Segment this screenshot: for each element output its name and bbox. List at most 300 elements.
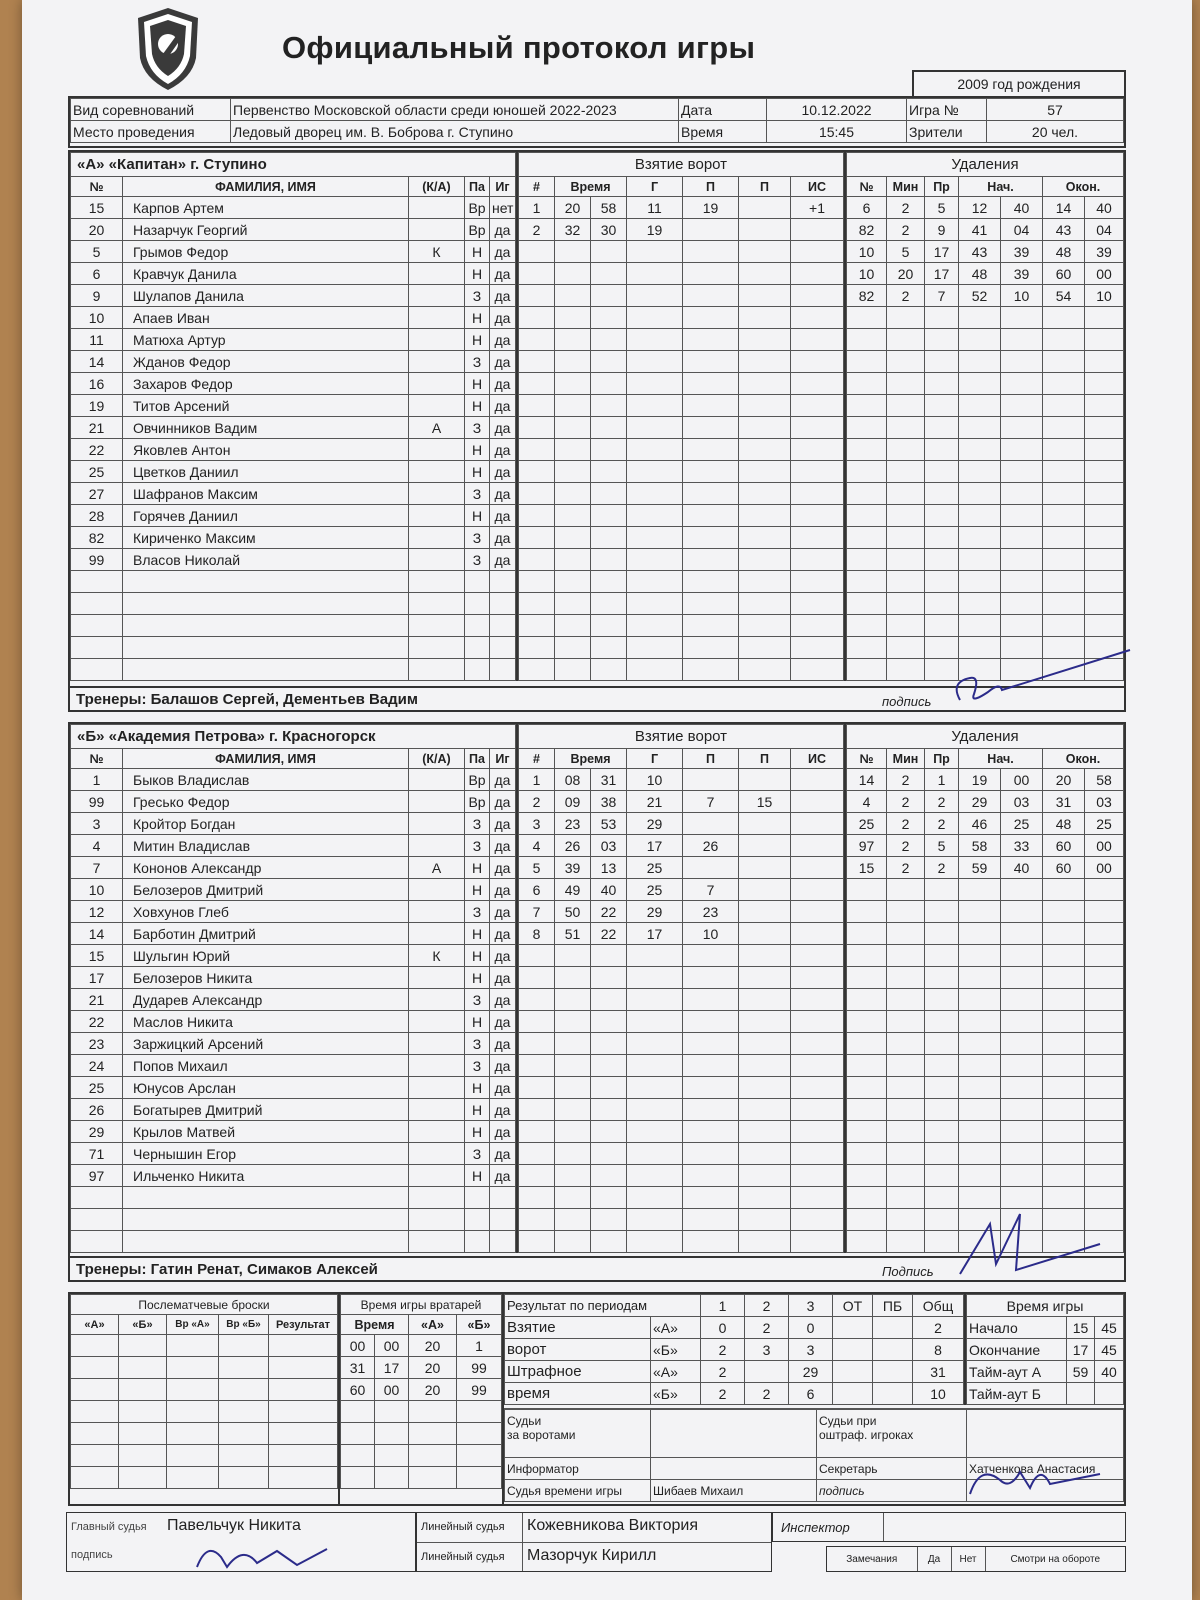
goal-scorer: [627, 263, 683, 285]
goal-assist-2: [739, 813, 791, 835]
col-goal-time: Время: [555, 177, 627, 197]
game-end-mm: 45: [1095, 1339, 1124, 1361]
penalty-minutes: 2: [887, 197, 925, 219]
goal-row: [519, 395, 844, 417]
goal-number: 5: [519, 857, 555, 879]
player-position: Н: [465, 307, 490, 329]
pim-a-p3: 29: [789, 1361, 833, 1383]
penalty-start-min: [959, 1033, 1001, 1055]
penalty-start-min: [959, 901, 1001, 923]
penalty-reason: [925, 461, 959, 483]
head-ref-name: Павельчук Никита: [167, 1517, 301, 1534]
goal-second: [591, 1231, 627, 1253]
penalty-reason: [925, 1033, 959, 1055]
goal-assist-1: [683, 967, 739, 989]
goal-assist-1: [683, 1033, 739, 1055]
goal-situation: [791, 769, 844, 791]
goal-situation: [791, 373, 844, 395]
goal-scorer: 19: [627, 219, 683, 241]
penalty-end-min: [1043, 461, 1085, 483]
player-played: да: [490, 945, 516, 967]
penalty-player: [847, 395, 887, 417]
goal-second: [591, 1143, 627, 1165]
player-role: [409, 637, 465, 659]
goal-row: [519, 1121, 844, 1143]
player-position: З: [465, 835, 490, 857]
col-ka: (К/А): [409, 177, 465, 197]
penalty-player: [847, 483, 887, 505]
penalty-row: [847, 989, 1124, 1011]
team-b-roster: [70, 724, 516, 1253]
goal-number: [519, 659, 555, 681]
goal-number: [519, 1055, 555, 1077]
goal-minute: [555, 351, 591, 373]
goal-row: [519, 1209, 844, 1231]
goal-second: [591, 285, 627, 307]
goal-scorer: [627, 527, 683, 549]
penalty-end-min: [1043, 395, 1085, 417]
goal-assist-2: [739, 659, 791, 681]
goal-scorer: [627, 659, 683, 681]
roster-row: [71, 1121, 516, 1143]
game-label: Игра №: [907, 99, 987, 121]
team-b-penalties: [844, 724, 1124, 1253]
goal-situation: [791, 1187, 844, 1209]
penalty-player: [847, 1209, 887, 1231]
player-position: З: [465, 417, 490, 439]
goal-scorer: [627, 945, 683, 967]
goal-assist-1: [683, 989, 739, 1011]
team-b-penalties-title: Удаления: [847, 725, 1124, 749]
remarks-label: Замечания: [827, 1547, 917, 1571]
goal-situation: [791, 857, 844, 879]
penalty-player: [847, 571, 887, 593]
penalty-start-sec: 40: [1001, 857, 1043, 879]
player-number: 22: [71, 439, 123, 461]
goal-number: [519, 1077, 555, 1099]
player-role: [409, 219, 465, 241]
goal-scorer: 29: [627, 813, 683, 835]
date-label: Дата: [679, 99, 767, 121]
goal-scorer: 11: [627, 197, 683, 219]
roster-row: [71, 1077, 516, 1099]
goal-second: [591, 967, 627, 989]
roster-row: [71, 1143, 516, 1165]
shootout-title: Послематчевые броски: [71, 1295, 338, 1315]
linesman-1-label: Линейный судья: [421, 1521, 505, 1533]
penalty-reason: [925, 1055, 959, 1077]
goals-team-b-tag: «Б»: [651, 1339, 701, 1361]
penalty-end-min: [1043, 1077, 1085, 1099]
goal-scorer: [627, 1055, 683, 1077]
penalty-end-sec: [1085, 1121, 1124, 1143]
penalty-start-min: [959, 417, 1001, 439]
penalty-minutes: [887, 637, 925, 659]
penalty-end-sec: [1085, 373, 1124, 395]
penalty-player: [847, 1143, 887, 1165]
goal-minute: 08: [555, 769, 591, 791]
goal-assist-2: [739, 1231, 791, 1253]
goal-scorer: [627, 1143, 683, 1165]
goal-assist-2: [739, 549, 791, 571]
penalty-end-min: [1043, 505, 1085, 527]
goal-row: [519, 373, 844, 395]
penalty-minutes: 5: [887, 241, 925, 263]
penalty-reason: [925, 351, 959, 373]
goal-minute: [555, 1077, 591, 1099]
goal-scorer: [627, 637, 683, 659]
team-a-goals-title: Взятие ворот: [519, 153, 844, 177]
player-role: [409, 1055, 465, 1077]
player-name: Барботин Дмитрий: [123, 923, 409, 945]
roster-row: [71, 395, 516, 417]
player-played: [490, 571, 516, 593]
player-position: Вр: [465, 791, 490, 813]
col-goal-num: #: [519, 749, 555, 769]
goal-minute: [555, 329, 591, 351]
penalty-reason: 2: [925, 857, 959, 879]
goal-row: [519, 989, 844, 1011]
goal-number: [519, 1121, 555, 1143]
goal-second: [591, 1077, 627, 1099]
penalty-start-min: [959, 1165, 1001, 1187]
goal-assist-1: 10: [683, 923, 739, 945]
goal-situation: [791, 263, 844, 285]
goal-situation: [791, 659, 844, 681]
player-number: 16: [71, 373, 123, 395]
goal-second: [591, 1165, 627, 1187]
goal-minute: [555, 483, 591, 505]
player-number: 21: [71, 417, 123, 439]
col-goal-scorer: Г: [627, 749, 683, 769]
col-name: ФАМИЛИЯ, ИМЯ: [123, 177, 409, 197]
penalty-row: [847, 285, 1124, 307]
goal-second: 38: [591, 791, 627, 813]
player-number: 22: [71, 1011, 123, 1033]
officials-signature-label: подпись: [817, 1480, 967, 1502]
penalty-player: 97: [847, 835, 887, 857]
goal-scorer: [627, 395, 683, 417]
remarks-yes: Да: [917, 1547, 951, 1571]
goal-scorer: [627, 593, 683, 615]
roster-row: [71, 967, 516, 989]
penalty-start-sec: 00: [1001, 769, 1043, 791]
penalty-start-min: 58: [959, 835, 1001, 857]
goal-minute: [555, 373, 591, 395]
player-number: 28: [71, 505, 123, 527]
player-played: да: [490, 1055, 516, 1077]
goals-label-2: ворот: [505, 1339, 651, 1361]
col-pen-reason: Пр: [925, 177, 959, 197]
player-position: Н: [465, 505, 490, 527]
penalty-end-sec: [1085, 1011, 1124, 1033]
penalty-end-sec: 00: [1085, 857, 1124, 879]
penalty-reason: [925, 879, 959, 901]
player-number: 97: [71, 1165, 123, 1187]
goal-second: [591, 1055, 627, 1077]
penalty-start-min: [959, 1055, 1001, 1077]
penalty-end-min: [1043, 989, 1085, 1011]
player-role: [409, 989, 465, 1011]
penalty-minutes: [887, 1055, 925, 1077]
goal-second: [591, 483, 627, 505]
player-number: 99: [71, 791, 123, 813]
goal-assist-1: [683, 373, 739, 395]
player-name: Дударев Александр: [123, 989, 409, 1011]
goal-row: [519, 241, 844, 263]
col-situation: ИС: [791, 749, 844, 769]
gk-second: 00: [375, 1335, 409, 1357]
player-played: [490, 1209, 516, 1231]
player-role: [409, 835, 465, 857]
goal-scorer: 25: [627, 857, 683, 879]
goal-minute: [555, 615, 591, 637]
timeout-b-mm: [1067, 1383, 1095, 1405]
player-name: [123, 1231, 409, 1253]
goal-minute: [555, 527, 591, 549]
goal-number: [519, 505, 555, 527]
goal-assist-1: [683, 615, 739, 637]
goal-second: [591, 307, 627, 329]
goal-number: [519, 1011, 555, 1033]
goal-assist-2: [739, 241, 791, 263]
goal-number: [519, 593, 555, 615]
col-goal-scorer: Г: [627, 177, 683, 197]
player-position: Н: [465, 241, 490, 263]
penalty-end-sec: [1085, 967, 1124, 989]
goal-number: [519, 967, 555, 989]
head-ref-label: Главный судья: [71, 1521, 147, 1533]
goals-b-ot: [833, 1339, 873, 1361]
penalty-reason: 5: [925, 197, 959, 219]
goal-scorer: [627, 1209, 683, 1231]
goal-row: [519, 615, 844, 637]
penalty-end-sec: [1085, 1055, 1124, 1077]
player-name: Гресько Федор: [123, 791, 409, 813]
player-number: 1: [71, 769, 123, 791]
remarks-see-back: Смотри на обороте: [1010, 1553, 1101, 1565]
penalty-end-min: [1043, 439, 1085, 461]
penalty-minutes: [887, 1077, 925, 1099]
goal-second: 40: [591, 879, 627, 901]
player-role: [409, 769, 465, 791]
goal-minute: 23: [555, 813, 591, 835]
goal-scorer: [627, 439, 683, 461]
goals-b-p3: 3: [789, 1339, 833, 1361]
pim-team-b-tag: «Б»: [651, 1383, 701, 1405]
goal-situation: [791, 219, 844, 241]
goal-minute: [555, 989, 591, 1011]
player-position: З: [465, 901, 490, 923]
penalty-player: [847, 1231, 887, 1253]
goal-assist-2: [739, 527, 791, 549]
penalty-start-sec: [1001, 417, 1043, 439]
player-number: 17: [71, 967, 123, 989]
linesman-2-label: Линейный судья: [421, 1551, 505, 1563]
penalty-start-sec: [1001, 615, 1043, 637]
pim-b-so: [873, 1383, 913, 1405]
goal-situation: [791, 461, 844, 483]
goal-number: [519, 373, 555, 395]
roster-row: [71, 329, 516, 351]
goal-minute: [555, 307, 591, 329]
player-position: Н: [465, 263, 490, 285]
spectators-label: Зрители: [907, 121, 987, 143]
penalty-player: [847, 967, 887, 989]
goal-number: 6: [519, 879, 555, 901]
goal-minute: [555, 1165, 591, 1187]
penalty-end-min: [1043, 1011, 1085, 1033]
team-a-block: [68, 150, 1126, 712]
col-pen-min: Мин: [887, 177, 925, 197]
player-position: Н: [465, 439, 490, 461]
goal-minute: [555, 1209, 591, 1231]
goal-situation: [791, 1099, 844, 1121]
player-position: Вр: [465, 219, 490, 241]
player-role: [409, 813, 465, 835]
team-a-name: «А» «Капитан» г. Ступино: [71, 153, 516, 177]
goal-number: [519, 439, 555, 461]
penalty-start-min: [959, 1077, 1001, 1099]
penalty-end-min: [1043, 549, 1085, 571]
player-number: [71, 659, 123, 681]
goal-second: [591, 351, 627, 373]
penalty-start-min: [959, 879, 1001, 901]
penalty-end-sec: [1085, 549, 1124, 571]
penalty-player: [847, 1055, 887, 1077]
player-role: [409, 351, 465, 373]
goal-situation: [791, 1121, 844, 1143]
goal-situation: [791, 571, 844, 593]
penalty-start-sec: [1001, 945, 1043, 967]
penalty-minutes: [887, 879, 925, 901]
player-position: Н: [465, 373, 490, 395]
player-number: 26: [71, 1099, 123, 1121]
goal-minute: [555, 967, 591, 989]
linesmen-box: [416, 1512, 772, 1572]
team-b-goals-title: Взятие ворот: [519, 725, 844, 749]
penalty-minutes: [887, 505, 925, 527]
penalty-minutes: [887, 439, 925, 461]
goal-row: [519, 835, 844, 857]
player-position: Н: [465, 857, 490, 879]
player-name: [123, 1209, 409, 1231]
col-assist-1: П: [683, 749, 739, 769]
player-name: [123, 1187, 409, 1209]
head-ref-signature-scribble: [187, 1537, 337, 1573]
goal-assist-2: [739, 901, 791, 923]
player-role: К: [409, 945, 465, 967]
goal-second: [591, 505, 627, 527]
penalty-row: [847, 813, 1124, 835]
penalty-start-sec: [1001, 967, 1043, 989]
penalty-reason: [925, 307, 959, 329]
goal-scorer: [627, 549, 683, 571]
penalty-reason: 17: [925, 241, 959, 263]
penalty-start-sec: [1001, 989, 1043, 1011]
goal-scorer: [627, 483, 683, 505]
player-played: да: [490, 307, 516, 329]
player-name: Митин Владислав: [123, 835, 409, 857]
goal-minute: 26: [555, 835, 591, 857]
penalty-player: [847, 945, 887, 967]
goal-row: [519, 791, 844, 813]
penalty-player: [847, 659, 887, 681]
goal-row: [519, 571, 844, 593]
goal-number: 7: [519, 901, 555, 923]
goal-situation: [791, 549, 844, 571]
goal-situation: +1: [791, 197, 844, 219]
game-end-hh: 17: [1067, 1339, 1095, 1361]
penalty-row: [847, 351, 1124, 373]
player-name: Грымов Федор: [123, 241, 409, 263]
penalty-row: [847, 945, 1124, 967]
player-position: [465, 593, 490, 615]
goal-assist-2: [739, 835, 791, 857]
penalty-start-sec: 33: [1001, 835, 1043, 857]
penalty-player: 14: [847, 769, 887, 791]
penalty-row: [847, 329, 1124, 351]
penalty-reason: [925, 989, 959, 1011]
goalie-time-section: [340, 1294, 504, 1504]
penalty-row: [847, 923, 1124, 945]
game-time-section: [964, 1294, 1124, 1405]
gk-minute: 60: [341, 1379, 375, 1401]
pim-a-ot: [833, 1361, 873, 1383]
roster-row: [71, 417, 516, 439]
player-played: да: [490, 373, 516, 395]
player-role: [409, 1143, 465, 1165]
player-number: 11: [71, 329, 123, 351]
roster-row: [71, 461, 516, 483]
goal-assist-2: [739, 637, 791, 659]
goal-situation: [791, 1011, 844, 1033]
player-position: Н: [465, 923, 490, 945]
player-role: [409, 1099, 465, 1121]
pim-a-so: [873, 1361, 913, 1383]
col-goal-time: Время: [555, 749, 627, 769]
penalty-row: [847, 417, 1124, 439]
goal-row: [519, 285, 844, 307]
player-played: [490, 615, 516, 637]
goal-minute: [555, 505, 591, 527]
player-position: Вр: [465, 769, 490, 791]
penalty-player: [847, 329, 887, 351]
roster-row: [71, 659, 516, 681]
penalty-reason: [925, 1143, 959, 1165]
penalty-minutes: 2: [887, 857, 925, 879]
player-number: 3: [71, 813, 123, 835]
penalty-start-sec: [1001, 571, 1043, 593]
player-position: Н: [465, 329, 490, 351]
goal-minute: [555, 659, 591, 681]
goal-assist-2: [739, 989, 791, 1011]
player-played: нет: [490, 197, 516, 219]
spectators-value: 20 чел.: [987, 121, 1124, 143]
roster-row: [71, 549, 516, 571]
player-role: [409, 791, 465, 813]
goal-situation: [791, 307, 844, 329]
player-name: Горячев Даниил: [123, 505, 409, 527]
goal-second: [591, 1187, 627, 1209]
goal-assist-1: [683, 395, 739, 417]
penalty-player: 25: [847, 813, 887, 835]
player-position: Н: [465, 1011, 490, 1033]
penalty-reason: 1: [925, 769, 959, 791]
penalty-minutes: 2: [887, 791, 925, 813]
player-position: З: [465, 989, 490, 1011]
player-played: да: [490, 879, 516, 901]
